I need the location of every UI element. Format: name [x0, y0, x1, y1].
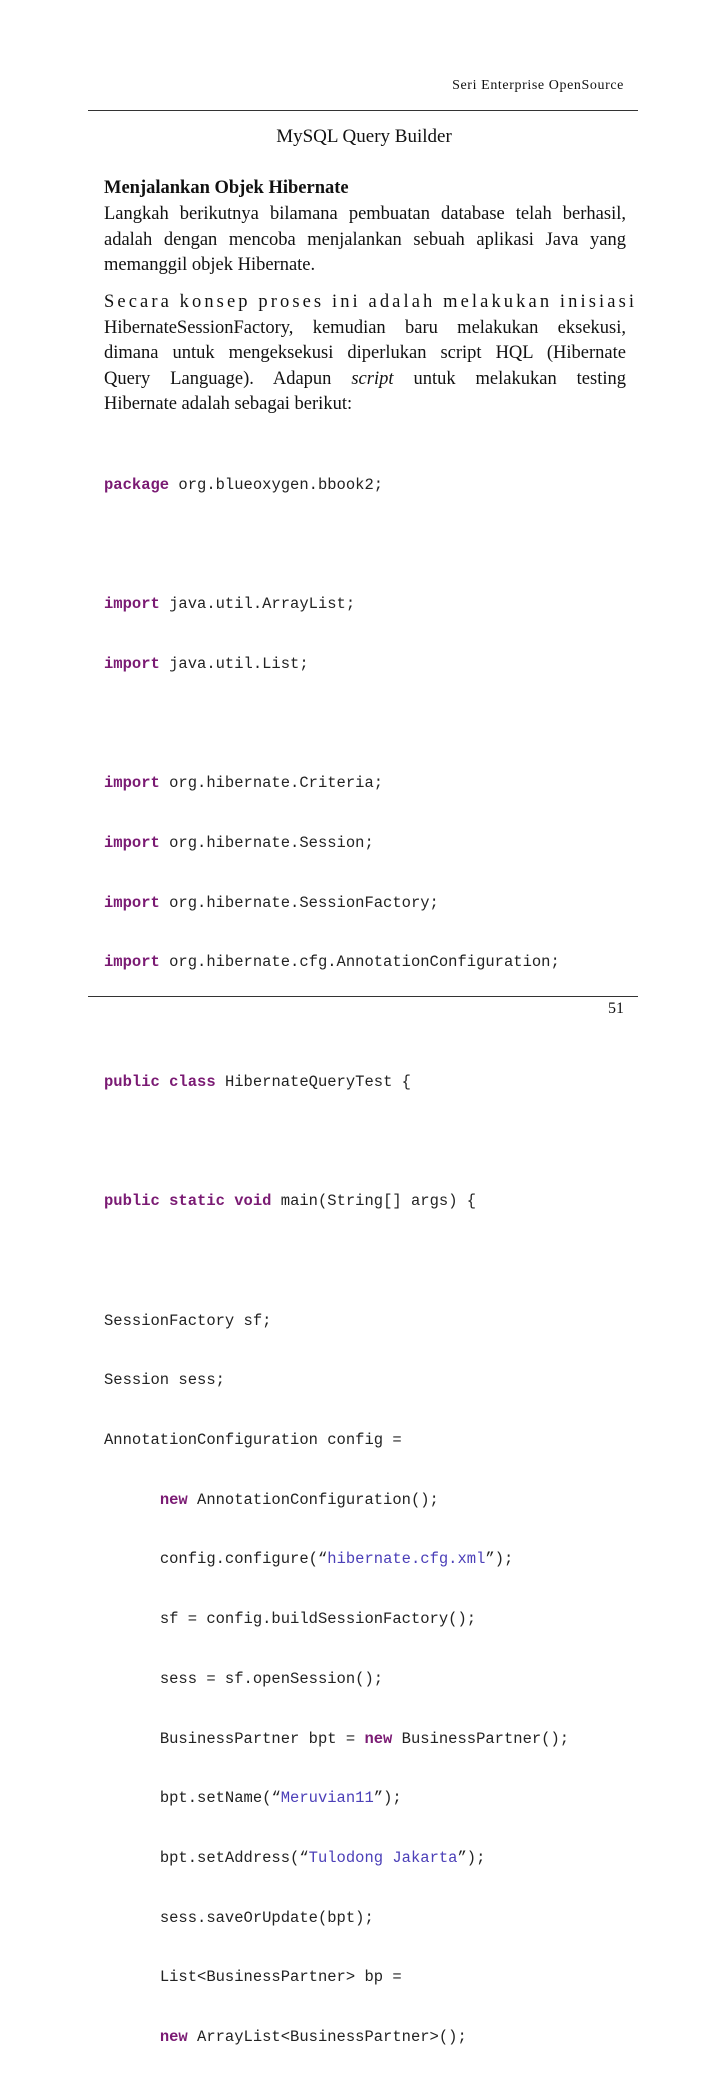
- text-run: untuk melakukan testing: [393, 368, 626, 389]
- keyword: import: [104, 595, 160, 614]
- paragraph-line: adalah dengan mencoba menjalankan sebuah aplikasi Java yang: [104, 229, 626, 250]
- footer-rule: [88, 996, 638, 997]
- code-line: [104, 1968, 569, 1988]
- code-text: config.configure(: [159, 1550, 318, 1569]
- code-listing: [104, 436, 569, 2088]
- code-text: ArrayList<BusinessPartner>();: [187, 2028, 467, 2047]
- code-line: [104, 894, 569, 914]
- code-line: AnnotationConfiguration config =: [104, 1431, 402, 1450]
- code-blank-line: [104, 1133, 569, 1153]
- code-text: ”: [457, 1848, 467, 1867]
- code-text: “: [299, 1848, 309, 1867]
- keyword: public: [104, 1192, 160, 1211]
- code-line: [104, 1073, 569, 1093]
- code-indent: [104, 1968, 160, 1986]
- code-indent: [104, 1670, 160, 1688]
- code-text: BusinessPartner bpt =: [159, 1729, 365, 1748]
- code-text: sf = config.buildSessionFactory();: [159, 1610, 477, 1629]
- keyword: new: [159, 1490, 188, 1509]
- code-line: SessionFactory sf;: [104, 1311, 272, 1330]
- code-text: sess.saveOrUpdate(bpt);: [159, 1908, 374, 1927]
- string-literal: hibernate.cfg.xml: [327, 1550, 486, 1569]
- chapter-subtitle-text: MySQL Query Builder: [276, 126, 452, 147]
- code-text: HibernateQueryTest {: [215, 1072, 411, 1091]
- page-number: 51: [608, 1000, 624, 1017]
- code-blank-line: [104, 715, 569, 735]
- code-line: [104, 1192, 569, 1212]
- paragraph-concept: [104, 290, 638, 418]
- keyword: import: [104, 893, 160, 912]
- code-text: org.blueoxygen.bbook2;: [169, 475, 384, 494]
- code-indent: [104, 1849, 160, 1867]
- code-line: [104, 655, 569, 675]
- code-line: [104, 476, 569, 496]
- code-text: sess = sf.openSession();: [159, 1669, 384, 1688]
- code-line: [104, 1909, 569, 1929]
- paragraph-line: Secara konsep proses ini adalah melakukan inisiasi: [104, 292, 638, 312]
- keyword: import: [104, 953, 160, 972]
- code-text: BusinessPartner();: [392, 1729, 570, 1748]
- chapter-subtitle: [0, 126, 728, 148]
- running-header: Seri Enterprise OpenSource: [452, 78, 624, 93]
- code-text: bpt.setAddress(: [159, 1848, 300, 1867]
- paragraph-intro: [104, 202, 626, 279]
- code-indent: [104, 1491, 160, 1509]
- code-line: Session sess;: [104, 1371, 225, 1390]
- code-line: [104, 595, 569, 615]
- paragraph-line: memanggil objek Hibernate.: [104, 255, 316, 276]
- code-text: “: [317, 1550, 328, 1569]
- paragraph-line: Hibernate adalah sebagai berikut:: [104, 394, 353, 415]
- code-indent: [104, 1789, 160, 1807]
- paragraph-line: [104, 367, 626, 393]
- code-text: );: [494, 1550, 514, 1569]
- header-rule: [88, 110, 638, 111]
- keyword: import: [104, 834, 160, 853]
- paragraph-line: dimana untuk mengeksekusi diperlukan script HQL (Hibernate: [104, 343, 626, 364]
- code-line: [104, 1610, 569, 1630]
- code-line: [104, 774, 569, 794]
- code-text: org.hibernate.Criteria;: [159, 774, 384, 793]
- code-line: [104, 1550, 569, 1570]
- code-indent: [104, 1909, 160, 1927]
- keyword: new: [364, 1729, 393, 1748]
- code-blank-line: [104, 536, 569, 556]
- code-text: org.hibernate.Session;: [159, 834, 374, 853]
- code-line: [104, 1670, 569, 1690]
- code-indent: [104, 1730, 160, 1748]
- code-line: [104, 953, 569, 973]
- paragraph-line: Langkah berikutnya bilamana pembuatan database telah berhasil,: [104, 204, 626, 224]
- code-text: List<BusinessPartner> bp =: [159, 1968, 402, 1987]
- keyword: class: [169, 1072, 216, 1091]
- code-blank-line: [104, 1252, 569, 1272]
- code-line: [104, 1730, 569, 1750]
- code-indent: [104, 2028, 160, 2046]
- code-line: [104, 834, 569, 854]
- keyword: package: [104, 475, 170, 494]
- code-line: [104, 1491, 569, 1511]
- code-text: org.hibernate.SessionFactory;: [159, 893, 439, 912]
- code-text: ”: [485, 1550, 495, 1569]
- section-heading: Menjalankan Objek Hibernate: [104, 178, 349, 198]
- keyword: new: [159, 2028, 188, 2047]
- code-text: );: [466, 1848, 486, 1867]
- string-literal: Meruvian11: [280, 1789, 374, 1808]
- text-run: Query Language). Adapun: [104, 368, 352, 389]
- code-indent: [104, 1550, 160, 1568]
- code-text: org.hibernate.cfg.AnnotationConfiguration;: [159, 953, 560, 972]
- code-indent: [104, 1610, 160, 1628]
- code-text: “: [271, 1789, 281, 1808]
- code-text: );: [383, 1789, 402, 1808]
- code-text: bpt.setName(: [159, 1789, 272, 1808]
- keyword: public: [104, 1072, 160, 1091]
- string-literal: Tulodong Jakarta: [308, 1848, 458, 1867]
- code-line: [104, 2028, 569, 2048]
- code-text: ”: [373, 1789, 384, 1808]
- code-text: AnnotationConfiguration();: [187, 1490, 439, 1509]
- code-text: main(String[] args) {: [271, 1192, 477, 1211]
- keyword: import: [104, 654, 160, 673]
- keyword: import: [104, 774, 160, 793]
- paragraph-line: HibernateSessionFactory, kemudian baru melakukan eksekusi,: [104, 317, 626, 338]
- keyword: static: [169, 1192, 225, 1211]
- code-line: [104, 1849, 569, 1869]
- code-text: java.util.ArrayList;: [159, 595, 356, 614]
- keyword: void: [234, 1192, 272, 1211]
- emphasis-script: script: [351, 368, 394, 389]
- code-line: [104, 1789, 569, 1809]
- code-text: java.util.List;: [159, 654, 309, 673]
- code-blank-line: [104, 1013, 569, 1033]
